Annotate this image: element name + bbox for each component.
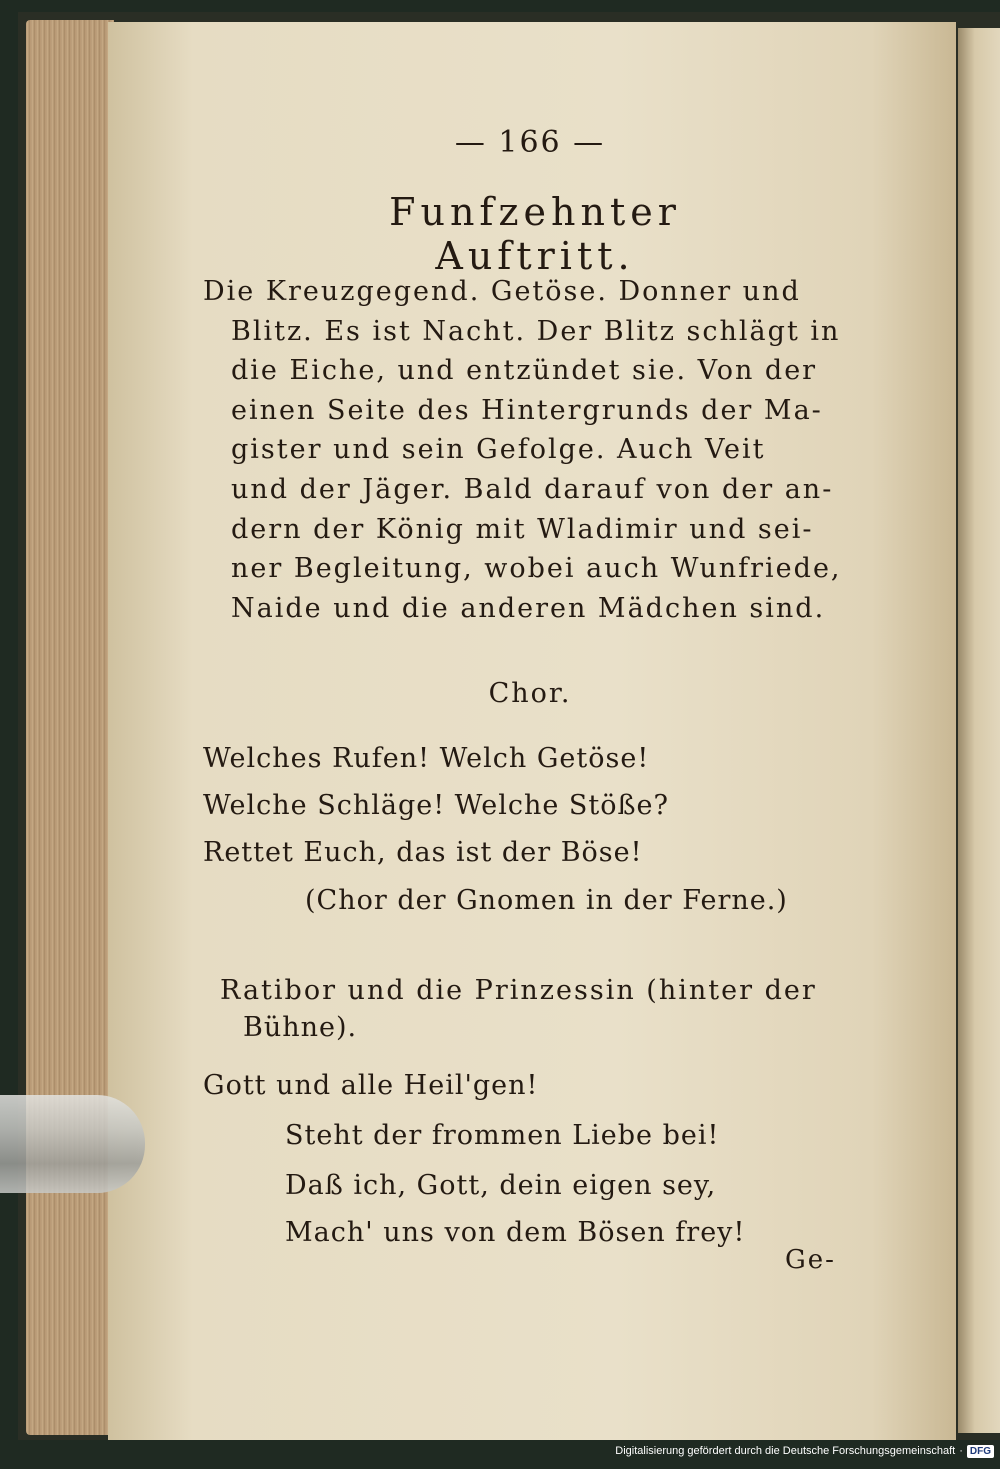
footer-credit: Digitalisierung gefördert durch die Deutsche Forschungsgemeinschaft — [615, 1445, 956, 1457]
chor-verse: Welches Rufen! Welch Getöse! — [203, 743, 650, 774]
stage-direction-line: und der Jäger. Bald darauf von der an- — [231, 473, 834, 505]
stage-direction-line: Die Kreuzgegend. Getöse. Donner und — [203, 276, 801, 307]
digitization-footer — [615, 1441, 994, 1461]
prayer-verse: Gott und alle Heil'gen! — [203, 1070, 539, 1101]
stage-direction-line: einen Seite des Hintergrunds der Ma- — [231, 394, 823, 426]
chor-heading: Chor. — [488, 678, 572, 709]
dfg-logo: DFG — [967, 1445, 994, 1458]
prayer-verse: Daß ich, Gott, dein eigen sey, — [285, 1170, 717, 1201]
catchword: Ge- — [785, 1245, 836, 1275]
stage-direction-line: die Eiche, und entzündet sie. Von der — [231, 355, 818, 387]
chor-verse: Rettet Euch, das ist der Böse! — [203, 837, 643, 868]
page-number: — 166 — — [454, 125, 606, 160]
stage-direction-line: gister und sein Gefolge. Auch Veit — [231, 434, 766, 466]
prayer-verse: Steht der frommen Liebe bei! — [285, 1120, 720, 1151]
prayer-verse: Mach' uns von dem Bösen frey! — [285, 1217, 746, 1248]
speaker-line: Ratibor und die Prinzessin (hinter der — [220, 975, 817, 1006]
page-edges — [26, 20, 114, 1435]
scene-title: Funfzehnter Auftritt. — [389, 190, 681, 278]
chor-note: (Chor der Gnomen in der Ferne.) — [305, 885, 788, 916]
stage-direction — [203, 272, 843, 628]
page-clip — [0, 1095, 145, 1193]
stage-direction-line: ner Begleitung, wobei auch Wunfriede, — [231, 553, 842, 585]
stage-direction-line: Blitz. Es ist Nacht. Der Blitz schlägt in — [231, 315, 841, 347]
speaker-line: Bühne). — [243, 1012, 358, 1043]
footer-separator: · — [959, 1445, 963, 1457]
stage-direction-line: Naide und die anderen Mädchen sind. — [231, 592, 826, 624]
chor-verse: Welche Schläge! Welche Stöße? — [203, 790, 669, 821]
facing-page-edge — [958, 28, 1000, 1433]
stage-direction-line: dern der König mit Wladimir und sei- — [231, 513, 814, 545]
